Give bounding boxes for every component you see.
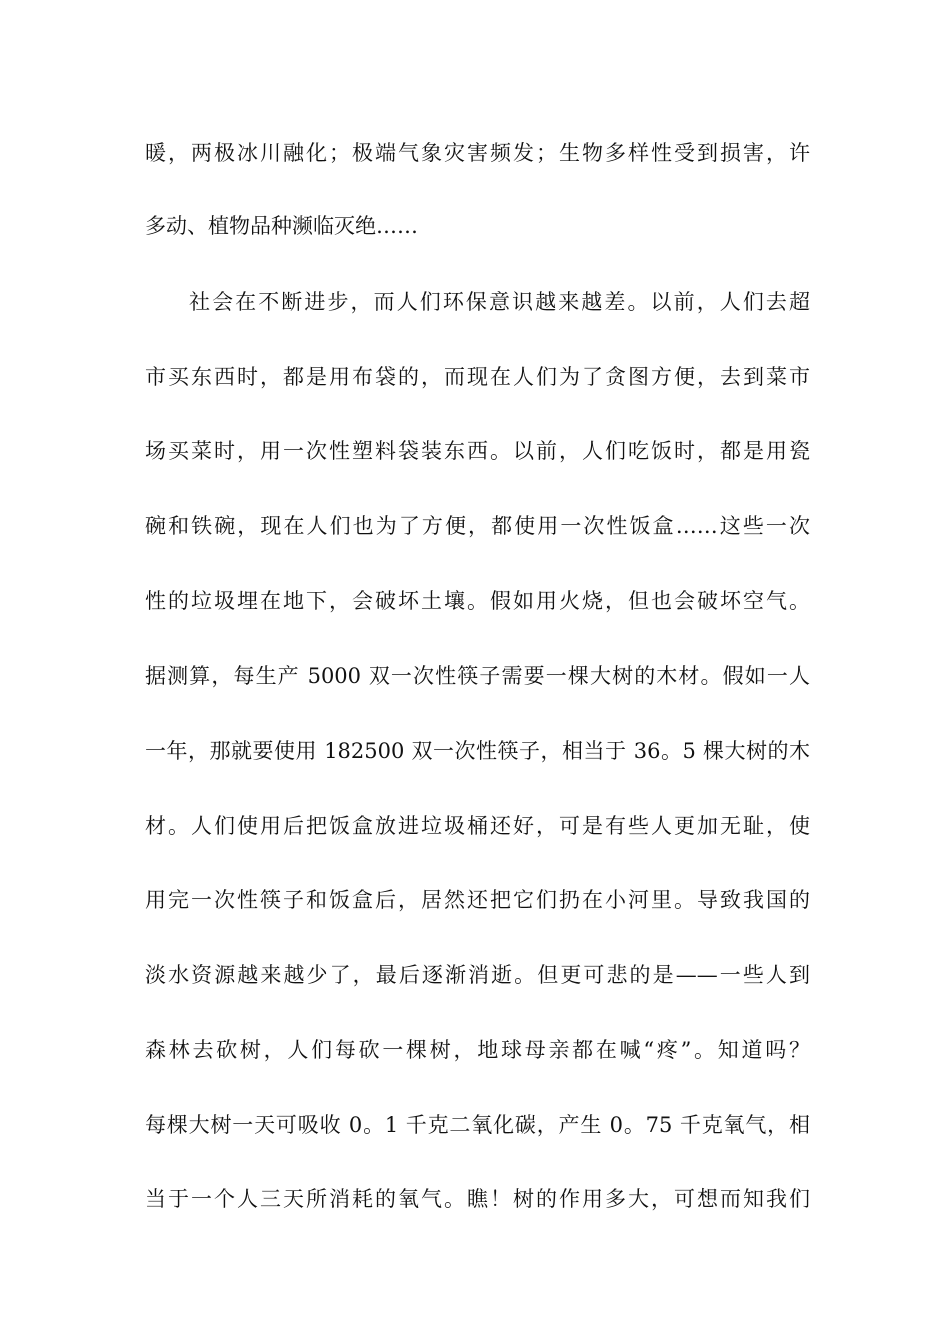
paragraph-start-line: 社会在不断进步，而人们环保意识越来越差。以前，人们去超 — [189, 290, 810, 314]
text-line: 当于一个人三天所消耗的氧气。瞧！树的作用多大，可想而知我们 — [145, 1187, 810, 1211]
text-line: 据测算，每生产 5000 双一次性筷子需要一棵大树的木材。假如一人 — [145, 664, 810, 688]
text-line: 森林去砍树，人们每砍一棵树，地球母亲都在喊“疼”。知道吗？ — [145, 1038, 810, 1062]
text-line: 材。人们使用后把饭盒放进垃圾桶还好，可是有些人更加无耻，使 — [145, 814, 810, 838]
text-line: 用完一次性筷子和饭盒后，居然还把它们扔在小河里。导致我国的 — [145, 888, 810, 912]
text-line: 碗和铁碗，现在人们也为了方便，都使用一次性饭盒……这些一次 — [145, 514, 810, 538]
text-line: 每棵大树一天可吸收 0。1 千克二氧化碳，产生 0。75 千克氧气，相 — [145, 1113, 810, 1137]
text-line: 性的垃圾埋在地下，会破坏土壤。假如用火烧，但也会破坏空气。 — [145, 589, 810, 613]
text-line: 一年，那就要使用 182500 双一次性筷子，相当于 36。5 棵大树的木 — [145, 739, 810, 763]
text-line: 多动、植物品种濒临灭绝…… — [145, 214, 418, 238]
text-line: 淡水资源越来越少了，最后逐渐消逝。但更可悲的是——一些人到 — [145, 963, 810, 987]
text-line: 暖，两极冰川融化；极端气象灾害频发；生物多样性受到损害，许 — [145, 141, 810, 165]
text-line: 场买菜时，用一次性塑料袋装东西。以前，人们吃饭时，都是用瓷 — [145, 439, 810, 463]
text-line: 市买东西时，都是用布袋的，而现在人们为了贪图方便，去到菜市 — [145, 365, 810, 389]
